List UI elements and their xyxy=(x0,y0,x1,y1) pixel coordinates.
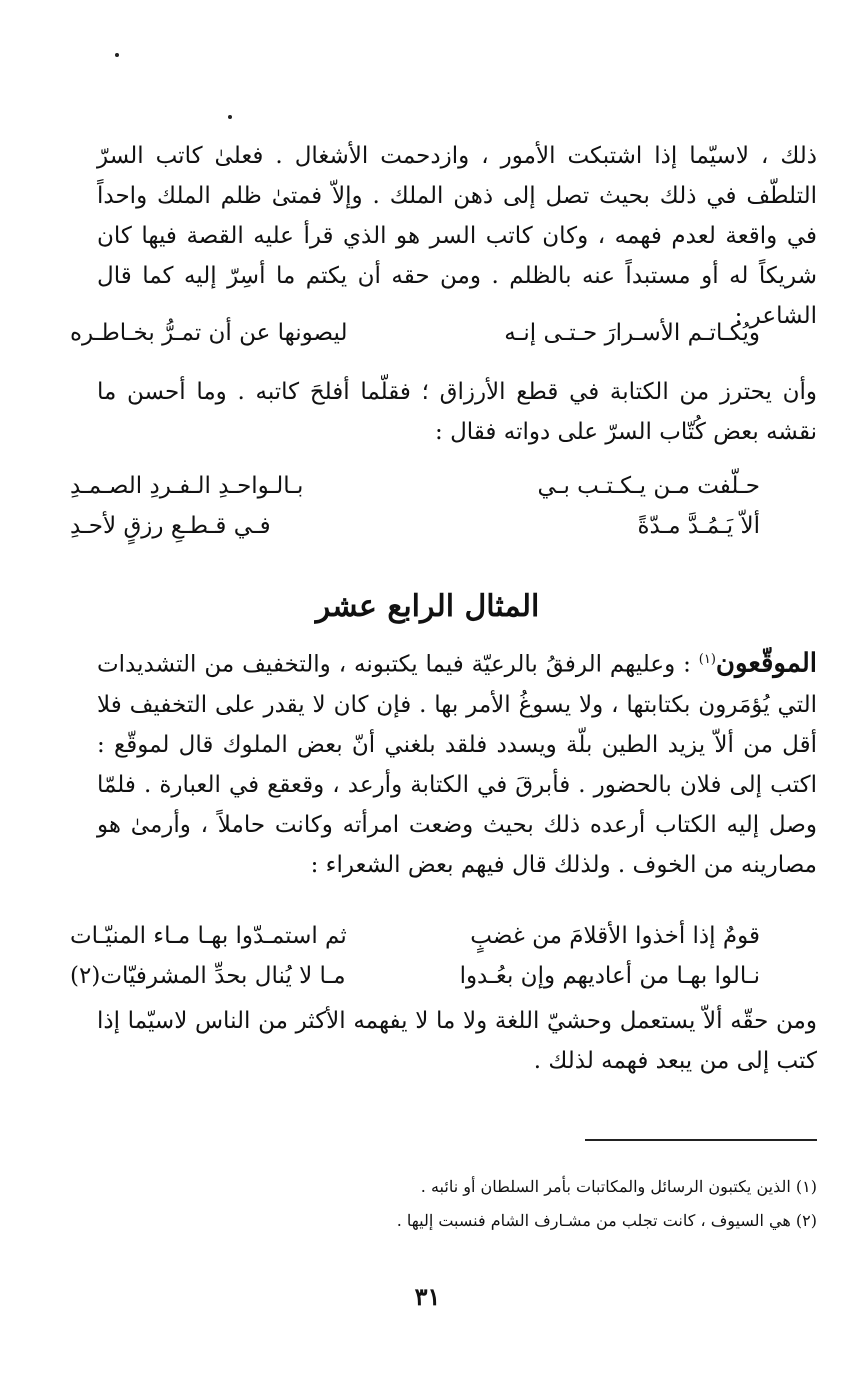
paragraph-3 xyxy=(97,640,817,885)
footnote-separator xyxy=(585,1139,817,1141)
verse-hemistich-first: ألاّ يَـمُـدَّ مـدّةً xyxy=(637,513,760,539)
verse-block-1 xyxy=(70,313,760,353)
verse-block-3 xyxy=(70,916,760,996)
verse-hemistich-second: ثم استمـدّوا بهـا مـاء المنيّـات xyxy=(70,923,347,949)
page-number: ٣١ xyxy=(414,1282,441,1311)
verse-hemistich-first: نـالوا بهـا من أعاديهم وإن بعُـدوا xyxy=(459,963,760,989)
verse-hemistich-first: ويُكـاتـم الأسـرارَ حـتـى إنـه xyxy=(504,320,760,346)
verse-hemistich-first: حـلّفت مـن يـكـتـب بـي xyxy=(537,473,760,499)
paragraph-2: وأن يحترز من الكتابة في قطع الأرزاق ؛ فقلّما أفلحَ كاتبه . وما أحسن ما نقشه بعض كُتّاب السرّ على دواته فقال : xyxy=(97,379,817,445)
verse-hemistich-first: قومٌ إذا أخذوا الأقلامَ من غضبٍ xyxy=(470,923,760,949)
paragraph-1: ذلك ، لاسيّما إذا اشتبكت الأمور ، وازدحمت الأشغال . فعلىٰ كاتب السرّ التلطّف في ذلك بحيث تصل إلى ذهن الملك . وإلاّ فمتىٰ ظلم الملك واحداً في واقعة لعدم فهمه ، وكان كاتب السر هو الذي قرأ عليه القصة فيها كان شريكاً له أو مستبداً عنه بالظلم . ومن حقه أن يكتم ما أسِرّ إليه كما قال الشاعر : xyxy=(97,143,817,329)
verse-hemistich-second: بـالـواحـدِ الـفـردِ الصـمـدِ xyxy=(70,473,304,499)
scan-speck xyxy=(228,115,232,119)
footnote-1: (١) الذين يكتبون الرسائل والمكاتبات بأمر السلطان أو نائبه . xyxy=(420,1177,817,1196)
section-heading: المثال الرابع عشر xyxy=(315,589,540,624)
paragraph-3-text: : وعليهم الرفقُ بالرعيّة فيما يكتبونه ، والتخفيف من التشديدات التي يُؤمَرون بكتابتها ، ولا يسوغُ الأمر بها . فإن كان لا يقدر على التخفيف فلا أقل من ألاّ يزيد الطين بلّة ويسدد فلقد بلغني أنّ بعض الملوك قال لموقّع : اكتب إلى فلان بالحضور . فأبرقَ في الكتابة وأرعد ، وقعقع في العبارة . فلمّا وصل إليه الكتاب أرعده ذلك بحيث وضعت امرأته وكانت حاملاً ، وأرمىٰ هو مصارينه من الخوف . ولذلك قال فيهم بعض الشعراء : xyxy=(97,651,817,878)
verse-hemistich-second: فـي قـطـعِ رزقٍ لأحـدِ xyxy=(70,513,271,539)
verse-line xyxy=(70,506,760,546)
verse-line xyxy=(70,916,760,956)
verse-line xyxy=(70,956,760,996)
scan-speck xyxy=(115,53,119,57)
lead-term: الموقّعون xyxy=(715,648,817,679)
footnote-ref[interactable]: (١) xyxy=(698,652,716,667)
verse-hemistich-second: ليصونها عن أن تمـرُّ بخـاطـره xyxy=(70,320,348,346)
footnote-2: (٢) هي السيوف ، كانت تجلب من مشـارف الشام فنسبت إليها . xyxy=(396,1211,817,1230)
verse-line xyxy=(70,313,760,353)
verse-hemistich-second: مـا لا يُنال بحدِّ المشرفيّات(٢) xyxy=(70,963,346,989)
footnotes xyxy=(97,1170,817,1238)
verse-line xyxy=(70,466,760,506)
verse-block-2 xyxy=(70,466,760,546)
paragraph-4: ومن حقّه ألاّ يستعمل وحشيّ اللغة ولا ما لا يفهمه الأكثر من الناس لاسيّما إذا كتب إلى من يبعد فهمه لذلك . xyxy=(97,1008,817,1074)
